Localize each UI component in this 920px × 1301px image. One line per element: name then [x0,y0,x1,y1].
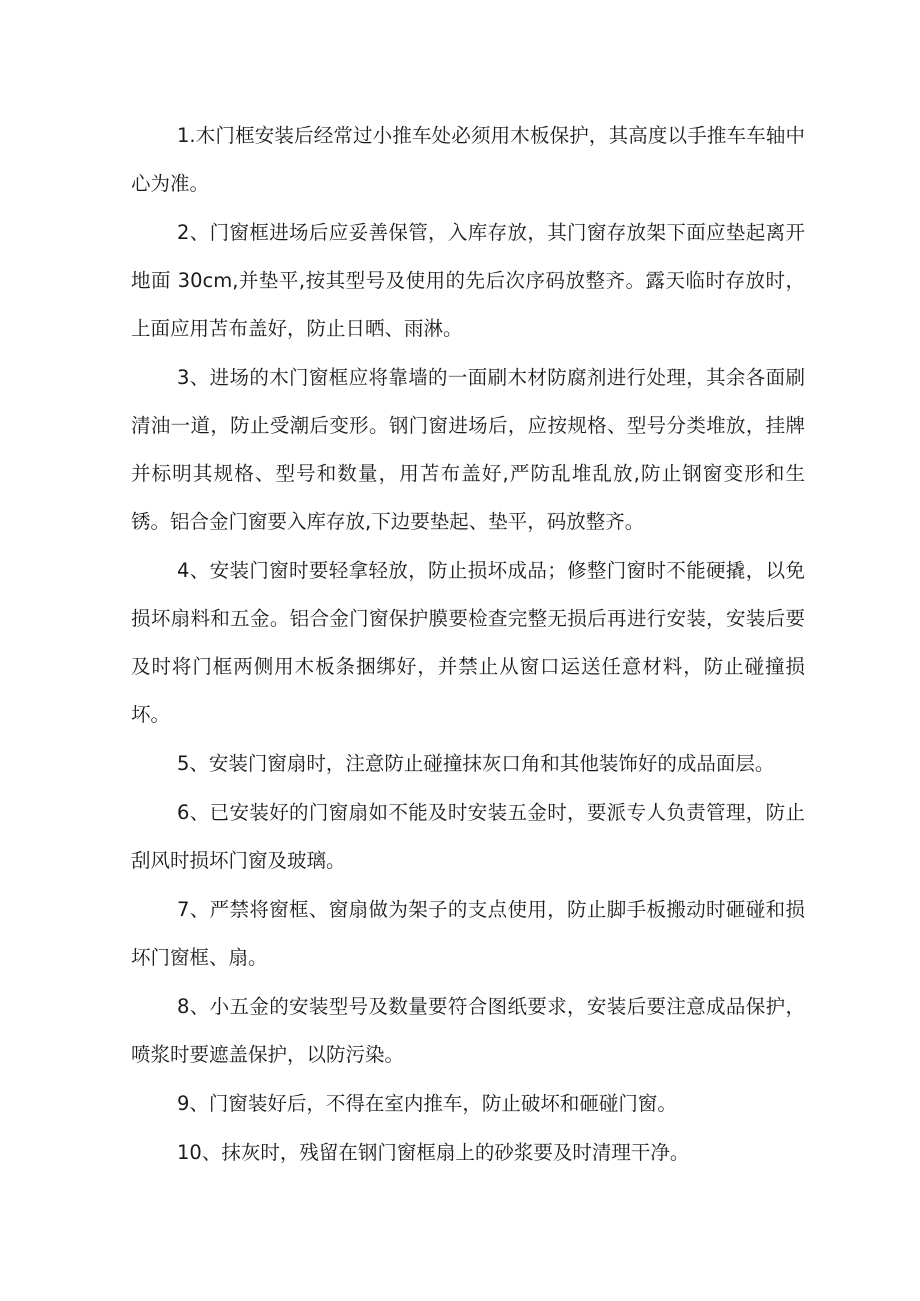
paragraph-10: 10、抹灰时，残留在钢门窗框扇上的砂浆要及时清理干净。 [177,1141,690,1164]
paragraph-7: 7、严禁将窗框、窗扇做为架子的支点使用，防止脚手板搬动时砸碰和损坏门窗框、扇。 [131,898,805,969]
paragraph-5: 5、安装门窗扇时，注意防止碰撞抹灰口角和其他装饰好的成品面层。 [177,752,775,775]
paragraph-2: 2、门窗框进场后应妥善保管，入库存放，其门窗存放架下面应垫起离开地面 30cm,并垫平,按其型号及使用的先后次序码放整齐。露天临时存放时，上面应用苫布盖好，防止日晒、雨淋。 [131,221,805,340]
paragraph-9: 9、门窗装好后，不得在室内推车，防止破坏和砸碰门窗。 [177,1092,677,1115]
paragraph-3: 3、进场的木门窗框应将靠墙的一面刷木材防腐剂进行处理，其余各面刷清油一道，防止受潮后变形。钢门窗进场后，应按规格、型号分类堆放，挂牌并标明其规格、型号和数量，用苫布盖好,严防乱堆乱放,防止钢窗变形和生锈。铝合金门窗要入库存放,下边要垫起、垫平，码放整齐。 [131,366,805,533]
paragraph-4: 4、安装门窗时要轻拿轻放，防止损坏成品；修整门窗时不能硬撬，以免损坏扇料和五金。铝合金门窗保护膜要检查完整无损后再进行安装，安装后要及时将门框两侧用木板条捆绑好，并禁止从窗口运送任意材料，防止碰撞损坏。 [131,559,805,726]
paragraph-1: 1.木门框安装后经常过小推车处必须用木板保护，其高度以手推车车轴中心为准。 [131,124,805,195]
document-body [131,112,805,1177]
paragraph-8: 8、小五金的安装型号及数量要符合图纸要求，安装后要注意成品保护，喷浆时要遮盖保护，以防污染。 [131,995,805,1066]
paragraph-6: 6、已安装好的门窗扇如不能及时安装五金时，要派专人负责管理，防止刮风时损坏门窗及玻璃。 [131,801,805,872]
